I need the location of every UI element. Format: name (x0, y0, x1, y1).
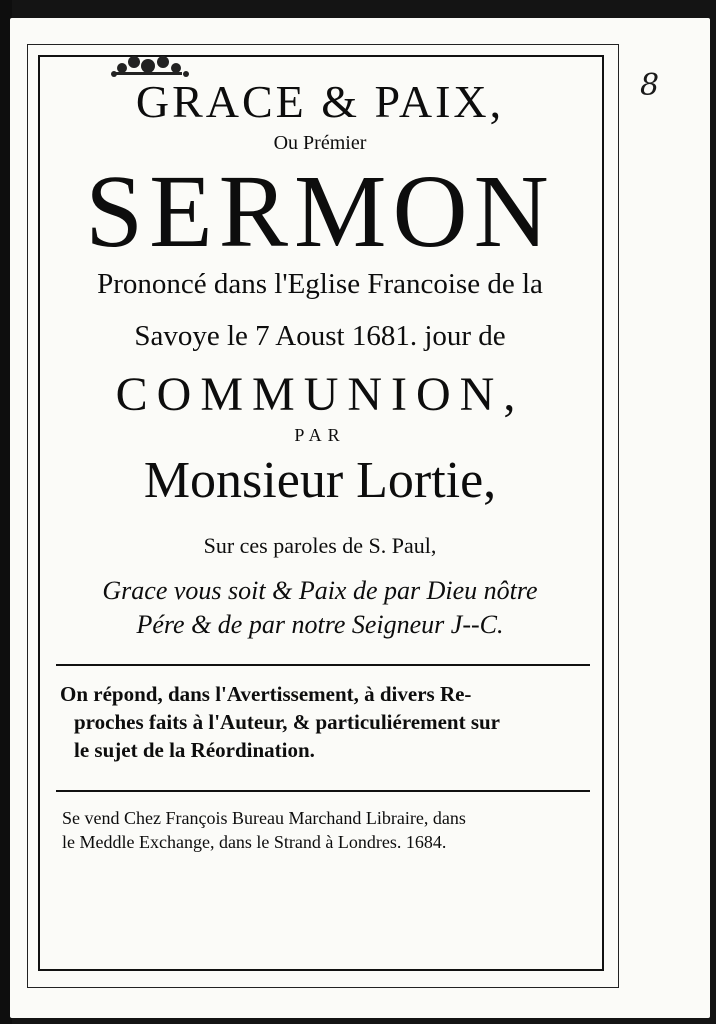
text-reference: Sur ces paroles de S. Paul, (203, 533, 437, 558)
notice-line-3: le sujet de la Réordination. (74, 738, 315, 762)
main-title: SERMON (85, 154, 555, 269)
folio-number: 8 (640, 68, 660, 103)
scripture-line-1: Grace vous soit & Paix de par Dieu nôtre (102, 576, 538, 605)
title-page-text (40, 58, 600, 854)
scripture-line-2: Pére & de par notre Seigneur J--C. (136, 610, 504, 639)
imprint-line-1: Se vend Chez François Bureau Marchand Libraire, dans (62, 808, 466, 828)
subheading: Ou Prémier (273, 132, 367, 154)
author-name: Monsieur Lortie, (143, 452, 497, 509)
notice-paragraph (40, 666, 600, 764)
imprint-line-2: le Meddle Exchange, dans le Strand à Londres. 1684. (62, 832, 447, 852)
description-line-2: Savoye le 7 Aoust 1681. jour de (134, 320, 506, 352)
imprint (40, 792, 600, 854)
occasion: COMMUNION, (115, 368, 525, 421)
notice-line-2: proches faits à l'Auteur, & particuliérement sur (74, 710, 500, 734)
by-line: PAR (294, 425, 346, 445)
description-line-1: Prononcé dans l'Eglise Francoise de la (97, 268, 543, 300)
notice-line-1: On répond, dans l'Avertissement, à divers Re- (60, 682, 472, 706)
heading: GRACE & PAIX, (135, 76, 505, 127)
